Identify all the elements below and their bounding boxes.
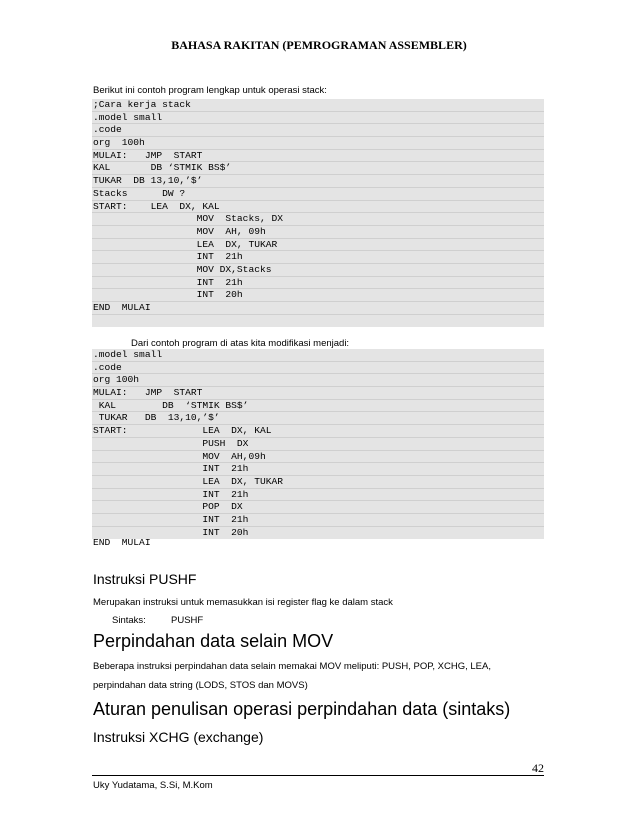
code-line: START: LEA DX, KAL — [92, 201, 544, 214]
code-line: MULAI: JMP START — [92, 150, 544, 163]
code-line: KAL DB ‘STMIK BS$’ — [92, 162, 544, 175]
xchg-heading: Instruksi XCHG (exchange) — [93, 729, 264, 745]
transfer-desc-line1: Beberapa instruksi perpindahan data selain memakai MOV meliputi: PUSH, POP, XCHG, LEA, — [93, 661, 491, 672]
code-line: END MULAI — [92, 302, 544, 315]
code-line: MULAI: JMP START — [92, 387, 544, 400]
code-line: INT 21h — [92, 489, 544, 502]
code-line: TUKAR DB 13,10,’$’ — [92, 412, 544, 425]
code-line: INT 21h — [92, 277, 544, 290]
code-line: org 100h — [92, 374, 544, 387]
intro-text: Berikut ini contoh program lengkap untuk operasi stack: — [93, 85, 327, 96]
code-line: PUSH DX — [92, 438, 544, 451]
code-line: .code — [92, 362, 544, 375]
code-line: MOV Stacks, DX — [92, 213, 544, 226]
code-line: .model small — [92, 349, 544, 362]
code-line: TUKAR DB 13,10,’$’ — [92, 175, 544, 188]
code-line: INT 20h — [92, 289, 544, 302]
pushf-syntax-value: PUSHF — [171, 615, 204, 626]
page-number: 42 — [532, 761, 544, 775]
code-line: POP DX — [92, 501, 544, 514]
pushf-description: Merupakan instruksi untuk memasukkan isi register flag ke dalam stack — [93, 597, 393, 608]
code-line: .model small — [92, 112, 544, 125]
code-line: INT 20h — [93, 526, 249, 538]
code-block-modified — [92, 349, 544, 539]
page-header: BAHASA RAKITAN (PEMROGRAMAN ASSEMBLER) — [171, 38, 467, 52]
code-line: START: LEA DX, KAL — [92, 425, 544, 438]
code-line: org 100h — [92, 137, 544, 150]
rules-heading: Aturan penulisan operasi perpindahan data (sintaks) — [93, 699, 511, 719]
code-line: .code — [92, 124, 544, 137]
transfer-heading: Perpindahan data selain MOV — [93, 631, 334, 651]
code-line: ;Cara kerja stack — [92, 99, 544, 112]
code-line: MOV DX,Stacks — [92, 264, 544, 277]
pushf-heading: Instruksi PUSHF — [93, 571, 197, 587]
code-line: LEA DX, TUKAR — [92, 239, 544, 252]
footer-divider — [92, 775, 544, 776]
code-line: MOV AH,09h — [92, 451, 544, 464]
code-block-stack — [92, 99, 544, 327]
transfer-desc-line2: perpindahan data string (LODS, STOS dan MOVS) — [93, 680, 308, 691]
code-line: Stacks DW ? — [92, 188, 544, 201]
code-line — [92, 315, 544, 328]
code-line: MOV AH, 09h — [92, 226, 544, 239]
code-line: LEA DX, TUKAR — [92, 476, 544, 489]
modify-text: Dari contoh program di atas kita modifikasi menjadi: — [131, 338, 350, 349]
code-line: INT 21h — [92, 463, 544, 476]
footer-author: Uky Yudatama, S.Si, M.Kom — [93, 780, 213, 791]
code-line: INT 21h — [92, 514, 544, 527]
code2-end-line: END MULAI — [93, 537, 151, 548]
code-line: INT 21h — [92, 251, 544, 264]
pushf-syntax-label: Sintaks: — [112, 615, 146, 626]
code-line: KAL DB ‘STMIK BS$’ — [92, 400, 544, 413]
